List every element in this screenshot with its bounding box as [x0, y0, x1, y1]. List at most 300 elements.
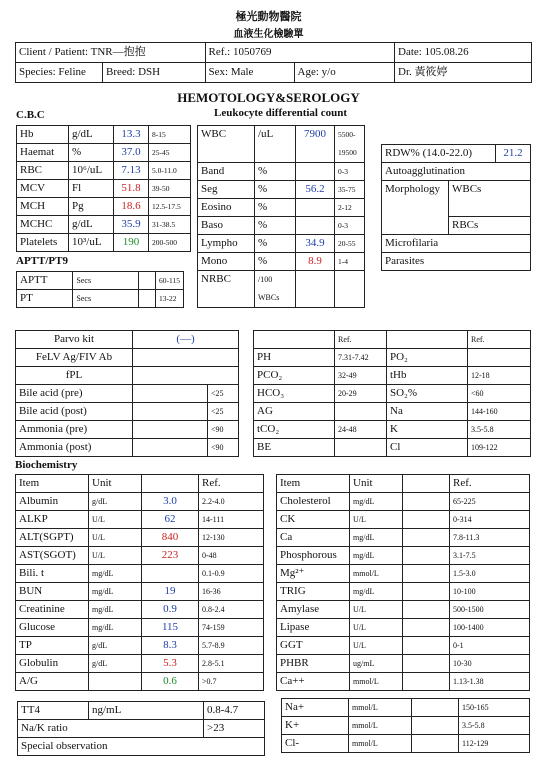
biochem-value: 115 — [142, 619, 199, 637]
gas-name: PCO₂ — [254, 367, 335, 385]
table-row — [282, 699, 530, 717]
wbc-ref-low: 5500- — [338, 130, 356, 139]
aptt-table — [16, 271, 184, 308]
cbc-ref: 39-50 — [149, 180, 191, 198]
leuko-unit: % — [255, 235, 296, 253]
biochem-value: 223 — [142, 547, 199, 565]
biochem-right-table — [276, 474, 530, 691]
table-row — [198, 217, 365, 235]
aptt-ref: 13-22 — [156, 290, 184, 308]
leuko-ref: 1-4 — [335, 253, 365, 271]
biochem-unit: U/L — [89, 511, 142, 529]
gas-ref: 7.31-7.42 — [335, 349, 387, 367]
table-row — [277, 529, 530, 547]
biochem-name: Creatinine — [16, 601, 89, 619]
serology-name: Ammonia (post) — [16, 439, 133, 457]
biochem-unit: U/L — [89, 529, 142, 547]
biochem-ref: 2.8-5.1 — [199, 655, 264, 673]
biochem-name: PHBR — [277, 655, 350, 673]
wbc-value: 7900 — [296, 126, 335, 163]
table-row — [254, 331, 531, 349]
biochem-name: Ca — [277, 529, 350, 547]
cbc-value: 13.3 — [114, 126, 149, 144]
cbc-name: MCV — [17, 180, 69, 198]
aptt-unit: Secs — [73, 272, 139, 290]
biochem-ref: 5.7-8.9 — [199, 637, 264, 655]
biochem-name: TRIG — [277, 583, 350, 601]
gas-header-blank — [254, 331, 335, 349]
electrolyte-name: Cl- — [282, 735, 349, 753]
table-row — [16, 367, 239, 385]
serology-name: Ammonia (pre) — [16, 421, 133, 439]
gas-name: K — [387, 421, 468, 439]
table-row — [16, 619, 264, 637]
gas-name: Cl — [387, 439, 468, 457]
hospital-name: 極光動物醫院 — [235, 11, 302, 23]
wbc-unit: /uL — [255, 126, 296, 163]
table-row — [16, 439, 239, 457]
cbc-name: MCH — [17, 198, 69, 216]
biochem-value — [403, 547, 450, 565]
cbc-title: C.B.C — [16, 109, 45, 121]
biochem-unit: mg/dL — [89, 601, 142, 619]
table-row — [17, 216, 191, 234]
gas-name: SO₂% — [387, 385, 468, 403]
biochem-value: 0.9 — [142, 601, 199, 619]
biochemistry-title: Biochemistry — [15, 459, 78, 471]
biochem-unit: U/L — [350, 511, 403, 529]
biochem-ref: 0-314 — [450, 511, 530, 529]
biochem-value — [403, 601, 450, 619]
biochem-ref: 100-1400 — [450, 619, 530, 637]
leuko-ref: 0-3 — [335, 163, 365, 181]
table-row — [277, 637, 530, 655]
electrolyte-name: K+ — [282, 717, 349, 735]
biochem-name: Ca++ — [277, 673, 350, 691]
table-row — [277, 565, 530, 583]
biochem-header-unit: Unit — [89, 475, 142, 493]
leuko-ref: 35-75 — [335, 181, 365, 199]
biochem-ref: 0.8-2.4 — [199, 601, 264, 619]
biochem-value — [403, 529, 450, 547]
table-row — [277, 673, 530, 691]
biochem-ref: 10-30 — [450, 655, 530, 673]
electrolyte-value — [412, 717, 459, 735]
leuko-value: 34.9 — [296, 235, 335, 253]
biochem-name: Cholesterol — [277, 493, 350, 511]
table-row — [16, 349, 239, 367]
fpl-label: fPL — [16, 367, 133, 385]
nak-label: Na/K ratio — [18, 720, 204, 738]
rdw-label: RDW% (14.0-22.0) — [382, 145, 496, 163]
aptt-title: APTT/PT9 — [16, 255, 68, 267]
rbcs-label: RBCs — [449, 217, 531, 235]
biochem-value: 0.6 — [142, 673, 199, 691]
table-row — [17, 272, 184, 290]
gas-ref: 144-160 — [468, 403, 531, 421]
microfilaria-label: Microfilaria — [382, 235, 531, 253]
table-row — [198, 253, 365, 271]
leuko-ref: 0-3 — [335, 217, 365, 235]
table-row — [254, 367, 531, 385]
biochem-unit: U/L — [350, 601, 403, 619]
cbc-value: 18.6 — [114, 198, 149, 216]
cbc-value: 35.9 — [114, 216, 149, 234]
wbc-ref — [335, 126, 365, 163]
cbc-ref: 200-500 — [149, 234, 191, 252]
biochem-name: BUN — [16, 583, 89, 601]
gas-name: tHb — [387, 367, 468, 385]
biochem-ref: >0.7 — [199, 673, 264, 691]
leuko-name: Baso — [198, 217, 255, 235]
gas-ref: 109-122 — [468, 439, 531, 457]
serology-value — [133, 421, 208, 439]
parvo-value: (—) — [133, 331, 239, 349]
tt4-table — [17, 701, 265, 756]
biochem-unit: mg/dL — [350, 547, 403, 565]
gas-name: AG — [254, 403, 335, 421]
table-row — [198, 199, 365, 217]
gas-name: HCO₃ — [254, 385, 335, 403]
biochem-name: Mg²⁺ — [277, 565, 350, 583]
biochem-name: Glucose — [16, 619, 89, 637]
table-row — [16, 511, 264, 529]
biochem-ref: 10-100 — [450, 583, 530, 601]
nrbc-unit-bottom: WBCs — [258, 293, 280, 302]
biochem-value: 19 — [142, 583, 199, 601]
nrbc-ref — [335, 271, 365, 308]
nrbc-name: NRBC — [198, 271, 255, 308]
electrolyte-name: Na+ — [282, 699, 349, 717]
table-row — [254, 439, 531, 457]
table-row — [17, 180, 191, 198]
biochem-ref: 14-111 — [199, 511, 264, 529]
wbc-name: WBC — [198, 126, 255, 163]
species-field: Species: Feline — [16, 63, 103, 83]
fpl-value — [133, 367, 239, 385]
table-row — [254, 385, 531, 403]
cbc-value: 7.13 — [114, 162, 149, 180]
gas-ref: <60 — [468, 385, 531, 403]
biochem-value — [403, 673, 450, 691]
biochem-unit: U/L — [350, 637, 403, 655]
electrolyte-unit: mmol/L — [349, 699, 412, 717]
biochem-unit: mg/dL — [89, 619, 142, 637]
leuko-name: Eosino — [198, 199, 255, 217]
table-row — [277, 601, 530, 619]
leuko-value: 56.2 — [296, 181, 335, 199]
biochem-value — [403, 637, 450, 655]
cbc-value: 51.8 — [114, 180, 149, 198]
biochem-unit: U/L — [350, 619, 403, 637]
table-row — [16, 385, 239, 403]
table-row — [16, 655, 264, 673]
table-row — [277, 511, 530, 529]
table-row — [277, 493, 530, 511]
table-row — [17, 126, 191, 144]
biochem-left-table — [15, 474, 264, 691]
cbc-ref: 12.5-17.5 — [149, 198, 191, 216]
leuko-value — [296, 199, 335, 217]
aptt-name: PT — [17, 290, 73, 308]
biochem-header-ref: Ref. — [199, 475, 264, 493]
table-row — [254, 421, 531, 439]
table-row — [16, 673, 264, 691]
table-row — [282, 735, 530, 753]
biochem-ref: 2.2-4.0 — [199, 493, 264, 511]
gas-ref: 3.5-5.8 — [468, 421, 531, 439]
biochem-ref: 3.1-7.5 — [450, 547, 530, 565]
section-title: HEMOTOLOGY&SEROLOGY — [177, 90, 360, 105]
leuko-ref: 20-55 — [335, 235, 365, 253]
cbc-name: MCHC — [17, 216, 69, 234]
aptt-value — [139, 272, 156, 290]
table-row — [198, 235, 365, 253]
date-field: Date: 105.08.26 — [395, 43, 532, 63]
biochem-ref: 1.13-1.38 — [450, 673, 530, 691]
table-row — [16, 547, 264, 565]
biochem-value — [403, 583, 450, 601]
biochem-header-value — [403, 475, 450, 493]
table-row — [277, 583, 530, 601]
biochem-name: Lipase — [277, 619, 350, 637]
nrbc-unit-top: /100 — [258, 275, 273, 284]
table-row — [16, 403, 239, 421]
leuko-unit: % — [255, 217, 296, 235]
leukocyte-title: Leukocyte differential count — [214, 107, 348, 119]
biochem-value — [403, 511, 450, 529]
biochem-ref: 7.8-11.3 — [450, 529, 530, 547]
biochem-value: 8.3 — [142, 637, 199, 655]
serology-value — [133, 403, 208, 421]
form-title: 血液生化檢驗單 — [233, 29, 304, 40]
biochem-unit: mg/dL — [350, 529, 403, 547]
gas-ref — [335, 403, 387, 421]
electrolyte-value — [412, 735, 459, 753]
cbc-unit: % — [69, 144, 114, 162]
biochem-unit: mg/dL — [350, 493, 403, 511]
table-row — [17, 234, 191, 252]
biochem-value — [403, 493, 450, 511]
table-row — [17, 144, 191, 162]
gas-name: PH — [254, 349, 335, 367]
cbc-ref: 8-15 — [149, 126, 191, 144]
biochem-ref: 0.1-0.9 — [199, 565, 264, 583]
serology-name: Bile acid (pre) — [16, 385, 133, 403]
leuko-unit: % — [255, 199, 296, 217]
biochem-ref: 12-130 — [199, 529, 264, 547]
table-row — [16, 331, 239, 349]
electrolyte-ref: 3.5-5.8 — [459, 717, 530, 735]
aptt-name: APTT — [17, 272, 73, 290]
cbc-unit: 10⁶/uL — [69, 162, 114, 180]
serology-ref: <90 — [208, 421, 239, 439]
serology-table — [15, 330, 239, 457]
biochem-unit — [89, 673, 142, 691]
ref-field: Ref.: 1050769 — [205, 43, 394, 63]
autoagglutination-label: Autoagglutination — [382, 163, 531, 181]
biochem-name: Albumin — [16, 493, 89, 511]
cbc-table — [16, 125, 191, 252]
cbc-unit: g/dL — [69, 126, 114, 144]
table-row — [282, 717, 530, 735]
serology-value — [133, 385, 208, 403]
breed-field: Breed: DSH — [103, 63, 206, 83]
gas-name: tCO₂ — [254, 421, 335, 439]
leuko-value — [296, 217, 335, 235]
biochem-unit: mg/dL — [89, 565, 142, 583]
biochem-name: ALKP — [16, 511, 89, 529]
gas-ref: 12-18 — [468, 367, 531, 385]
electrolyte-unit: mmol/L — [349, 735, 412, 753]
biochem-unit: g/dL — [89, 637, 142, 655]
morphology-label: Morphology — [382, 181, 449, 235]
biochem-value — [403, 655, 450, 673]
table-row — [277, 475, 530, 493]
patient-info-table — [15, 42, 532, 83]
leukocyte-table — [197, 125, 365, 308]
wbcs-label: WBCs — [449, 181, 531, 217]
leuko-value: 8.9 — [296, 253, 335, 271]
serology-ref: <25 — [208, 403, 239, 421]
table-row — [254, 349, 531, 367]
table-row — [17, 162, 191, 180]
gas-ref-header: Ref. — [468, 331, 531, 349]
serology-ref: <90 — [208, 439, 239, 457]
biochem-ref: 16-36 — [199, 583, 264, 601]
biochem-value — [142, 565, 199, 583]
biochem-name: Phosphorous — [277, 547, 350, 565]
felv-label: FeLV Ag/FIV Ab — [16, 349, 133, 367]
leuko-unit: % — [255, 181, 296, 199]
biochem-unit: mmol/L — [350, 565, 403, 583]
biochem-header-ref: Ref. — [450, 475, 530, 493]
cbc-ref: 5.0-11.0 — [149, 162, 191, 180]
table-row — [198, 163, 365, 181]
table-row — [17, 198, 191, 216]
special-observation-label: Special observation — [18, 738, 265, 756]
biochem-name: ALT(SGPT) — [16, 529, 89, 547]
biochem-name: TP — [16, 637, 89, 655]
blood-gas-table — [253, 330, 531, 457]
leuko-unit: % — [255, 253, 296, 271]
wbc-ref-high: 19500 — [338, 148, 357, 157]
cbc-ref: 25-45 — [149, 144, 191, 162]
cbc-unit: Pg — [69, 198, 114, 216]
leuko-name: Mono — [198, 253, 255, 271]
biochem-unit: mg/dL — [350, 583, 403, 601]
biochem-name: Amylase — [277, 601, 350, 619]
aptt-unit: Secs — [73, 290, 139, 308]
cbc-unit: g/dL — [69, 216, 114, 234]
table-row — [16, 583, 264, 601]
cbc-name: RBC — [17, 162, 69, 180]
cbc-value: 190 — [114, 234, 149, 252]
biochem-unit: g/dL — [89, 655, 142, 673]
biochem-value: 62 — [142, 511, 199, 529]
serology-name: Bile acid (post) — [16, 403, 133, 421]
table-row — [254, 403, 531, 421]
leuko-name: Lympho — [198, 235, 255, 253]
electrolyte-table — [281, 698, 530, 753]
rdw-value: 21.2 — [496, 145, 531, 163]
electrolyte-unit: mmol/L — [349, 717, 412, 735]
gas-name: BE — [254, 439, 335, 457]
electrolyte-ref: 150-165 — [459, 699, 530, 717]
leuko-unit: % — [255, 163, 296, 181]
sex-field: Sex: Male — [205, 63, 294, 83]
rdw-morphology-table — [381, 144, 531, 271]
tt4-unit: ng/mL — [89, 702, 204, 720]
leuko-name: Band — [198, 163, 255, 181]
biochem-name: AST(SGOT) — [16, 547, 89, 565]
client-field: Client / Patient: TNR—抱抱 — [16, 43, 206, 63]
cbc-name: Platelets — [17, 234, 69, 252]
gas-ref: 20-29 — [335, 385, 387, 403]
biochem-ref: 0-1 — [450, 637, 530, 655]
biochem-ref: 0-48 — [199, 547, 264, 565]
table-row — [198, 181, 365, 199]
biochem-value: 3.0 — [142, 493, 199, 511]
biochem-header-item: Item — [16, 475, 89, 493]
table-row — [277, 619, 530, 637]
table-row — [198, 271, 365, 308]
gas-ref-header: Ref. — [335, 331, 387, 349]
biochem-value: 5.3 — [142, 655, 199, 673]
biochem-ref: 74-159 — [199, 619, 264, 637]
parvo-label: Parvo kit — [16, 331, 133, 349]
biochem-unit: mmol/L — [350, 673, 403, 691]
gas-name: PO₂ — [387, 349, 468, 367]
cbc-ref: 31-38.5 — [149, 216, 191, 234]
leuko-name: Seg — [198, 181, 255, 199]
biochem-header-unit: Unit — [350, 475, 403, 493]
aptt-value — [139, 290, 156, 308]
table-row — [16, 421, 239, 439]
doctor-field: Dr. 黃筱婷 — [395, 63, 532, 83]
age-field: Age: y/o — [294, 63, 394, 83]
gas-ref: 24-48 — [335, 421, 387, 439]
serology-ref: <25 — [208, 385, 239, 403]
felv-value — [133, 349, 239, 367]
table-row — [16, 529, 264, 547]
nrbc-value — [296, 271, 335, 308]
table-row — [277, 547, 530, 565]
cbc-unit: 10³/uL — [69, 234, 114, 252]
biochem-name: Globulin — [16, 655, 89, 673]
biochem-unit: mg/dL — [89, 583, 142, 601]
biochem-name: GGT — [277, 637, 350, 655]
table-row — [17, 290, 184, 308]
electrolyte-ref: 112-129 — [459, 735, 530, 753]
biochem-unit: ug/mL — [350, 655, 403, 673]
tt4-label: TT4 — [18, 702, 89, 720]
electrolyte-value — [412, 699, 459, 717]
serology-value — [133, 439, 208, 457]
biochem-name: Bili. t — [16, 565, 89, 583]
table-row — [16, 493, 264, 511]
aptt-ref: 60-115 — [156, 272, 184, 290]
nak-ref: >23 — [204, 720, 265, 738]
biochem-unit: g/dL — [89, 493, 142, 511]
biochem-value — [403, 619, 450, 637]
gas-ref — [468, 349, 531, 367]
gas-ref: 32-49 — [335, 367, 387, 385]
table-row — [16, 565, 264, 583]
nrbc-unit — [255, 271, 296, 308]
parasites-label: Parasites — [382, 253, 531, 271]
table-row — [277, 655, 530, 673]
